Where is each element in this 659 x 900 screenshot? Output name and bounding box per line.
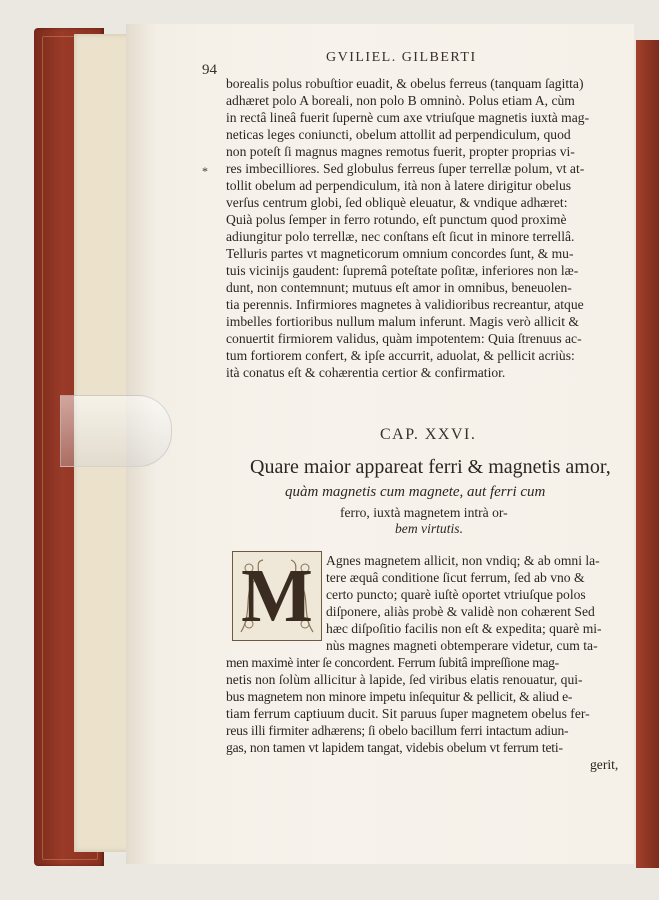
- text-line: Quià polus ſemper in ferro rotundo, eſt punctum quod proximè: [226, 212, 567, 227]
- chapter-title-line: bem virtutis.: [395, 521, 463, 536]
- text-line: tere æquâ conditione ſicut ferrum, ſed ab vno &: [326, 570, 585, 585]
- text-line: reus illi firmiter adhærens; ſi obelo bacillum ferri intactum adiun-: [226, 723, 569, 738]
- text-line: verſus centrum globi, ſed obliquè eleuatur, & vndique adhæret:: [226, 195, 568, 210]
- page-number: 94: [202, 62, 217, 78]
- text-line: dunt, non contemnunt; mutuus eſt amor in omnibus, beneuolen-: [226, 280, 572, 295]
- text-line: netis non ſolùm allicitur à lapide, ſed viribus elatis renouatur, qui-: [226, 672, 583, 687]
- page-holder-strap: [60, 395, 172, 467]
- text-line: tollit obelum ad perpendiculum, ità non à latere dirigitur obelus: [226, 178, 572, 193]
- text-line: neticas leges coniuncti, obelum attollit ad perpendiculum, quod: [226, 127, 571, 142]
- chapter-title-line: ferro, iuxtà magnetem intrà or-: [340, 505, 508, 520]
- initial-letter: M: [241, 554, 313, 638]
- text-line: Agnes magnetem allicit, non vndiq; & ab omni la-: [326, 553, 600, 568]
- text-line: res imbecilliores. Sed globulus ferreus ſuper terrellæ polum, vt at-: [226, 161, 585, 176]
- chapter-title-line: Quare maior appareat ferri & magnetis amor,: [250, 456, 611, 478]
- text-line: Telluris partes vt magneticorum omnium concordes ſunt, & mu-: [226, 246, 574, 261]
- chapter-title-line: quàm magnetis cum magnete, aut ferri cum: [285, 484, 546, 500]
- text-line: tum fortiorem confert, & ipſe accurrit, aduolat, & pellicit acriùs:: [226, 348, 575, 363]
- running-head: GVILIEL. GILBERTI: [326, 50, 477, 65]
- book-cover-right: [636, 40, 659, 868]
- text-line: ità conatus eſt & cohærentia certior & confirmatior.: [226, 365, 506, 380]
- text-line: in rectâ lineâ fuerit ſupernè cum axe vtriuſque magnetis iuxtà mag-: [226, 110, 590, 125]
- text-line: nùs magnes magneti obtemperare videtur, cum ta-: [326, 638, 598, 653]
- decorated-initial: [232, 551, 322, 641]
- text-line: tia perennis. Infirmiores magnetes à validioribus recreantur, atque: [226, 297, 584, 312]
- text-line: adhæret polo A boreali, non polo B omninò. Polus etiam A, cùm: [226, 93, 575, 108]
- text-line: non poteſt ſi magnus magnes remotus fuerit, propter proprias vi-: [226, 144, 575, 159]
- text-line: hæc diſpoſitio facilis non eſt & expedita; quarè mi-: [326, 621, 602, 636]
- text-line: borealis polus robuſtior euadit, & obelus ferreus (tanquam ſagitta): [226, 76, 584, 91]
- text-line: gas, non tamen vt lapidem tangat, videbis obelum vt ferrum teti-: [226, 740, 563, 755]
- text-line: gerit,: [590, 757, 619, 772]
- text-line: conuertit firmiorem validus, quàm impotentem: Quia ſtrenuus ac-: [226, 331, 582, 346]
- chapter-label: CAP. XXVI.: [380, 426, 477, 443]
- text-line: certo puncto; quarè iuſtè oportet vtriuſque polos: [326, 587, 586, 602]
- text-line: tiam ferrum captiuum ducit. Sit paruus ſuper magnetem obelus fer-: [226, 706, 590, 721]
- text-line: bus magnetem non minore impetu inſequitur & pellicit, & aliud e-: [226, 689, 573, 704]
- text-line: imbelles fortioribus nullum malum inferunt. Magis verò allicit &: [226, 314, 579, 329]
- margin-mark: *: [202, 164, 208, 178]
- text-line: adiungitur polo terrellæ, nec conſtans eſt ſicut in minore terrellâ.: [226, 229, 575, 244]
- text-line: tuis vicinijs gaudent: ſupremâ poteſtate poſitæ, inferiores non læ-: [226, 263, 579, 278]
- text-line: diſponere, aliàs probè & validè non cohærent Sed: [326, 604, 595, 619]
- text-line: men maximè inter ſe concordent. Ferrum ſubitâ impreſſione mag-: [226, 655, 559, 670]
